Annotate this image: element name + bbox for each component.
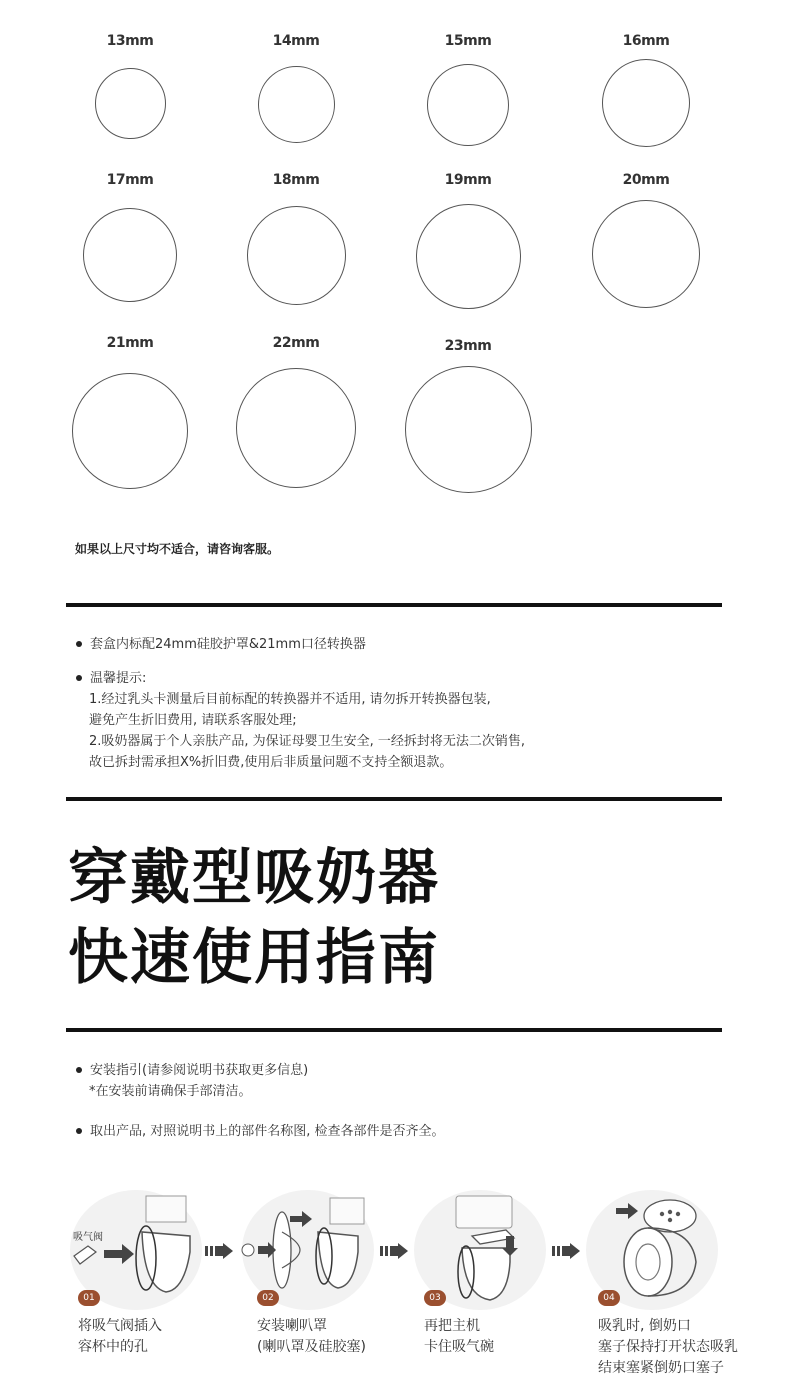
size-label-15mm: 15mm <box>444 33 492 49</box>
step-desc-line: 将吸气阀插入 <box>78 1318 162 1334</box>
step-desc-line: 塞子保持打开状态吸乳 <box>598 1339 738 1355</box>
size-label-16mm: 16mm <box>622 33 670 49</box>
tips-line: 避免产生折旧费用, 请联系客服处理; <box>89 713 297 728</box>
valve-label: 吸气阀 <box>73 1232 103 1243</box>
step-number-badge: 04 <box>598 1290 620 1306</box>
size-circle-17mm <box>83 208 177 302</box>
step-2-description <box>257 1316 366 1358</box>
step-number-badge: 01 <box>78 1290 100 1306</box>
install-line2: *在安装前请确保手部清洁。 <box>89 1084 252 1099</box>
install-line1: 安装指引(请参阅说明书获取更多信息) <box>90 1063 309 1078</box>
tips-line: 故已拆封需承担X%折旧费,使用后非质量问题不支持全额退款。 <box>89 755 453 770</box>
bullet-icon <box>76 1128 82 1134</box>
size-circle-15mm <box>427 64 509 146</box>
size-circle-14mm <box>258 66 335 143</box>
step-desc-line: 容杯中的孔 <box>78 1339 148 1355</box>
step-4-description <box>598 1316 738 1379</box>
next-step-arrow-icon <box>552 1243 580 1259</box>
step-desc-line: 卡住吸气碗 <box>424 1339 494 1355</box>
install-line3: 取出产品, 对照说明书上的部件名称图, 检查各部件是否齐全。 <box>90 1124 445 1139</box>
next-step-arrow-icon <box>205 1243 233 1259</box>
tips-line: 1.经过乳头卡测量后目前标配的转换器并不适用, 请勿拆开转换器包装, <box>89 692 491 707</box>
step-desc-line: 安装喇叭罩 <box>257 1318 327 1334</box>
size-label-18mm: 18mm <box>272 172 320 188</box>
step-number-badge: 03 <box>424 1290 446 1306</box>
step-desc-line: 再把主机 <box>424 1318 480 1334</box>
step-desc-line: 结束塞紧倒奶口塞子 <box>598 1360 724 1376</box>
size-circle-18mm <box>247 206 346 305</box>
kit-note <box>76 634 366 655</box>
step-1-description <box>78 1316 162 1358</box>
size-label-13mm: 13mm <box>106 33 154 49</box>
step-desc-line: 吸乳时, 倒奶口 <box>598 1318 691 1334</box>
size-label-17mm: 17mm <box>106 172 154 188</box>
size-label-21mm: 21mm <box>106 335 154 351</box>
bullet-icon <box>76 1067 82 1073</box>
install-block <box>76 1060 308 1102</box>
step-number-badge: 02 <box>257 1290 279 1306</box>
guide-title-line1: 穿戴型吸奶器 <box>68 843 440 913</box>
step-desc-line: (喇叭罩及硅胶塞) <box>257 1339 366 1355</box>
size-circle-13mm <box>95 68 166 139</box>
size-label-19mm: 19mm <box>444 172 492 188</box>
size-label-22mm: 22mm <box>272 335 320 351</box>
guide-title-line2: 快速使用指南 <box>68 923 440 993</box>
tips-line: 2.吸奶器属于个人亲肤产品, 为保证母婴卫生安全, 一经拆封将无法二次销售, <box>89 734 526 749</box>
tips-block <box>76 668 525 773</box>
bullet-icon <box>76 641 82 647</box>
size-circle-22mm <box>236 368 356 488</box>
step-3-description <box>424 1316 494 1358</box>
size-circle-23mm <box>405 366 532 493</box>
install-check <box>76 1121 445 1142</box>
divider <box>66 797 722 801</box>
divider <box>66 603 722 607</box>
next-step-arrow-icon <box>380 1243 408 1259</box>
size-circle-16mm <box>602 59 690 147</box>
size-label-23mm: 23mm <box>444 338 492 354</box>
kit-note-text: 套盒内标配24mm硅胶护罩&21mm口径转换器 <box>90 637 366 652</box>
size-label-14mm: 14mm <box>272 33 320 49</box>
bullet-icon <box>76 675 82 681</box>
size-circle-21mm <box>72 373 188 489</box>
size-circle-20mm <box>592 200 700 308</box>
size-label-20mm: 20mm <box>622 172 670 188</box>
size-circle-19mm <box>416 204 521 309</box>
size-note: 如果以上尺寸均不适合，请咨询客服。 <box>75 542 280 556</box>
divider <box>66 1028 722 1032</box>
tips-heading: 温馨提示: <box>90 671 147 686</box>
